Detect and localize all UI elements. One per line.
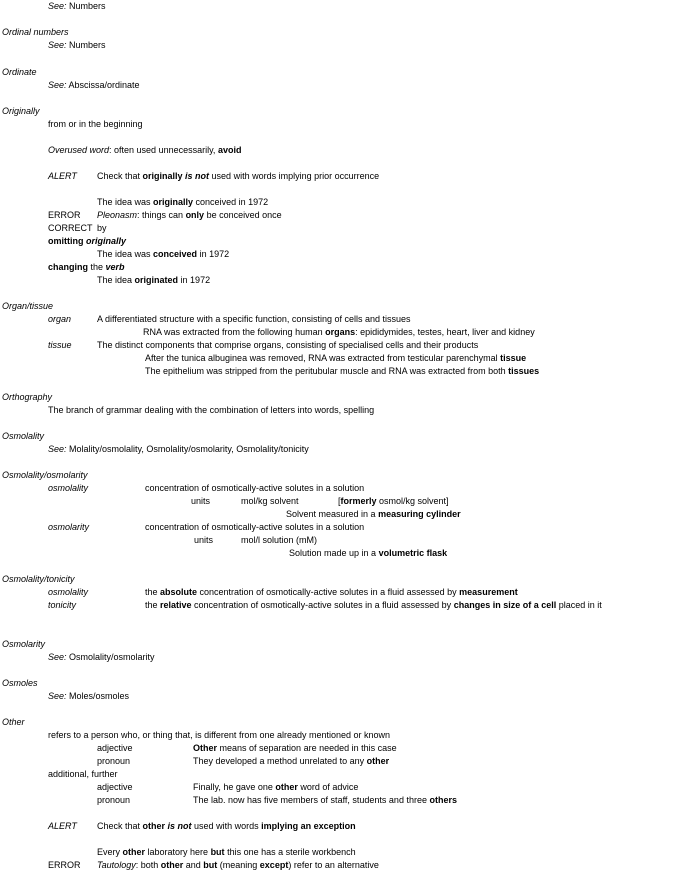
text-line: changing the verb xyxy=(48,262,125,272)
text-line: The idea was conceived in 1972 xyxy=(97,249,230,259)
text-line: Solvent measured in a measuring cylinder xyxy=(286,509,461,519)
text-line: units xyxy=(194,535,214,545)
text-line: The distinct components that comprise organs, consisting of specialised cells and their products xyxy=(97,340,479,350)
text-line: [formerly osmol/kg solvent] xyxy=(338,496,449,506)
text-line: osmolality xyxy=(48,587,89,597)
text-line: from or in the beginning xyxy=(48,119,143,129)
text-line: See: Numbers xyxy=(48,1,106,11)
text-line: osmolality xyxy=(48,483,89,493)
text-line: CORRECT xyxy=(48,223,93,233)
text-line: units xyxy=(191,496,211,506)
text-line: the relative concentration of osmotically-active solutes in a fluid assessed by changes in size of a cell placed in it xyxy=(145,600,602,610)
text-line: Other means of separation are needed in this case xyxy=(193,743,397,753)
text-line: refers to a person who, or thing that, is different from one already mentioned or known xyxy=(48,730,391,740)
text-line: Other xyxy=(2,717,25,727)
text-line: See: Moles/osmoles xyxy=(48,691,130,701)
text-line: mol/l solution (mM) xyxy=(241,535,318,545)
text-line: by xyxy=(97,223,107,233)
text-line: Overused word: often used unnecessarily, avoid xyxy=(48,145,242,155)
text-line: adjective xyxy=(97,782,133,792)
text-line: The lab. now has five members of staff, students and three others xyxy=(193,795,457,805)
text-line: Osmolarity xyxy=(2,639,46,649)
text-line: the absolute concentration of osmotically-active solutes in a fluid assessed by measurement xyxy=(145,587,518,597)
text-line: After the tunica albuginea was removed, RNA was extracted from testicular parenchymal tissue xyxy=(145,353,527,363)
text-line: ERROR xyxy=(48,860,81,870)
text-line: ALERT xyxy=(48,821,77,831)
text-line: The branch of grammar dealing with the combination of letters into words, spelling xyxy=(48,405,375,415)
text-line: organ xyxy=(48,314,72,324)
text-line: Osmolality/tonicity xyxy=(2,574,75,584)
text-line: concentration of osmotically-active solutes in a solution xyxy=(145,483,365,493)
text-line: tonicity xyxy=(48,600,77,610)
text-line: Check that originally is not used with words implying prior occurrence xyxy=(97,171,380,181)
text-line: Orthography xyxy=(2,392,53,402)
text-line: Every other laboratory here but this one has a sterile workbench xyxy=(97,847,356,857)
text-line: See: Numbers xyxy=(48,40,106,50)
text-line: concentration of osmotically-active solutes in a solution xyxy=(145,522,365,532)
text-line: Ordinal numbers xyxy=(2,27,69,37)
text-line: ERROR xyxy=(48,210,81,220)
text-line: Check that other is not used with words implying an exception xyxy=(97,821,356,831)
text-line: The idea was originally conceived in 1972 xyxy=(97,197,269,207)
text-line: Osmoles xyxy=(2,678,38,688)
text-line: ALERT xyxy=(48,171,77,181)
text-line: Solution made up in a volumetric flask xyxy=(289,548,448,558)
text-line: Ordinate xyxy=(2,67,37,77)
text-line: pronoun xyxy=(97,795,131,805)
text-line: The epithelium was stripped from the peritubular muscle and RNA was extracted from both tissues xyxy=(145,366,540,376)
text-line: Osmolality/osmolarity xyxy=(2,470,88,480)
text-line: Osmolality xyxy=(2,431,45,441)
text-line: omitting originally xyxy=(48,236,127,246)
text-line: adjective xyxy=(97,743,133,753)
text-line: The idea originated in 1972 xyxy=(97,275,211,285)
text-line: Originally xyxy=(2,106,40,116)
text-line: Pleonasm: things can only be conceived once xyxy=(97,210,282,220)
text-line: additional, further xyxy=(48,769,118,779)
text-line: mol/kg solvent xyxy=(241,496,299,506)
text-line: They developed a method unrelated to any other xyxy=(193,756,390,766)
text-line: Tautology: both other and but (meaning except) refer to an alternative xyxy=(97,860,379,870)
text-line: Organ/tissue xyxy=(2,301,54,311)
text-line: RNA was extracted from the following human organs: epididymides, testes, heart, liver and kidney xyxy=(143,327,535,337)
text-line: See: Molality/osmolality, Osmolality/osmolarity, Osmolality/tonicity xyxy=(48,444,309,454)
text-line: Finally, he gave one other word of advice xyxy=(193,782,359,792)
text-line: osmolarity xyxy=(48,522,90,532)
text-line: pronoun xyxy=(97,756,131,766)
text-line: See: Osmolality/osmolarity xyxy=(48,652,155,662)
text-line: See: Abscissa/ordinate xyxy=(48,80,140,90)
text-line: tissue xyxy=(48,340,72,350)
text-line: A differentiated structure with a specific function, consisting of cells and tissues xyxy=(97,314,411,324)
